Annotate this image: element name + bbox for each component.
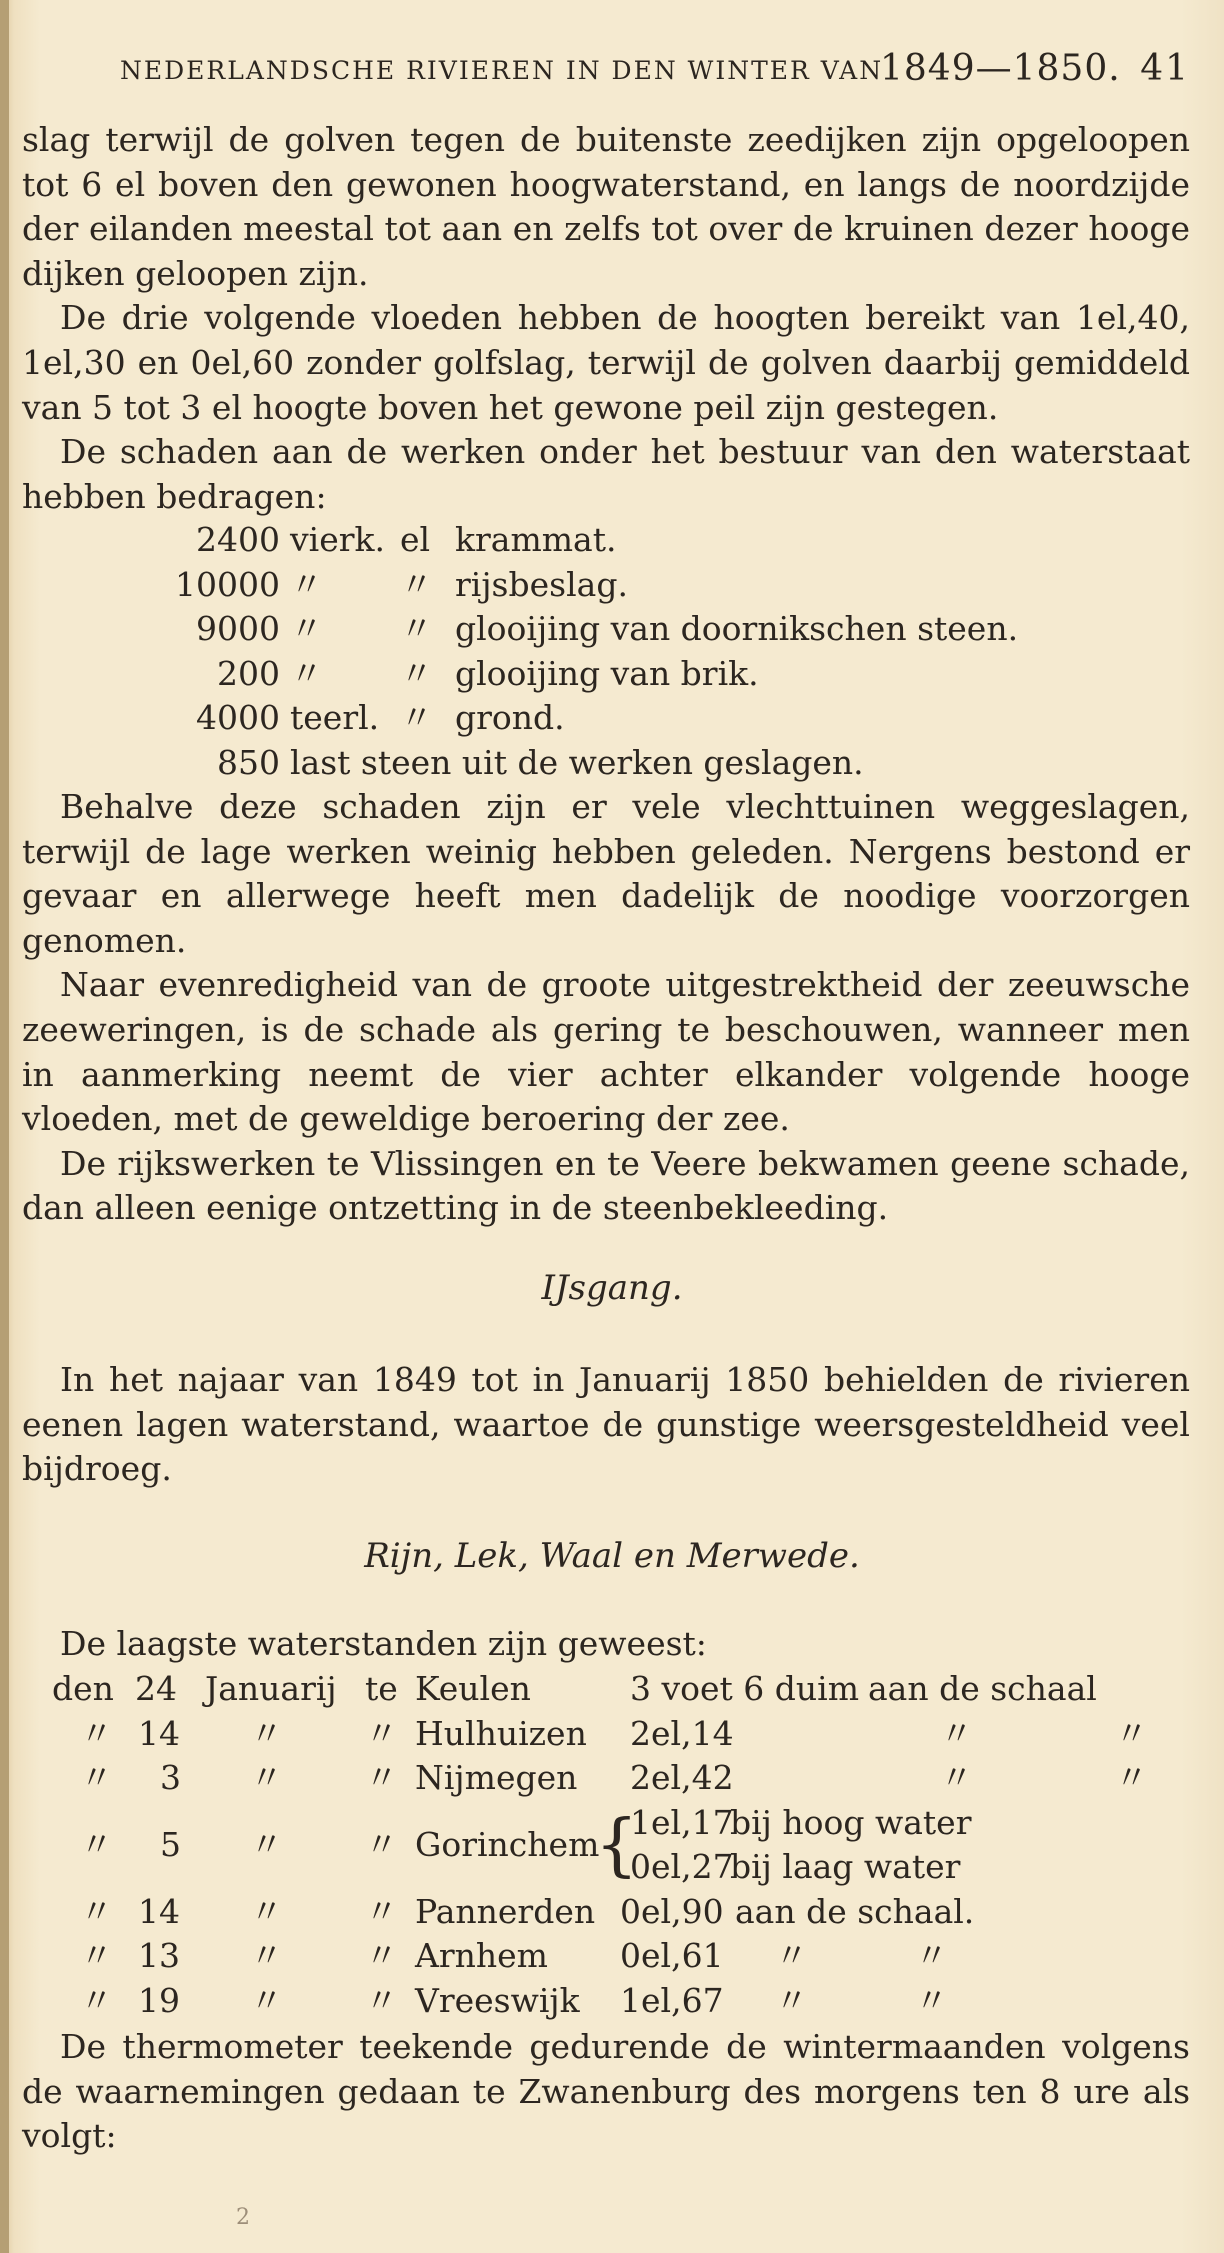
section-heading-rivers: Rijn, Lek, Waal en Merwede. [364,1536,860,1576]
book-page: NEDERLANDSCHE RIVIEREN IN DEN WINTER VAN 1849—1850. 41 slag terwijl de golven tegen de buitenste zeedijken zijn opgeloopen tot 6 el boven den gewonen hoogwaterstand, en langs de noordzijde der eilanden meestal tot aan en zelfs tot over de kruinen dezer hooge dijken geloopen zijn. De drie volgende vloeden hebben de hoogten bereikt van 1el,40, 1el,30 en 0el,60 zonder golfslag, terwijl de golven daarbij gemiddeld van 5 tot 3 el hoogte boven het gewone peil zijn gestegen. De schaden aan de werken onder het bestuur van den waterstaat hebben bedragen: 2400 vierk. el krammat. 10000 〃 〃 rijsbeslag. 9000 〃 〃 glooijing van doornikschen steen. 200 〃 〃 glooijing van brik. 4000 teerl. 〃 grond. 850 last steen uit de werken geslagen. Behalve deze schaden zijn er vele vlechttuinen weggeslagen, terwijl de lage werken weinig hebben geleden. Nergens bestond er gevaar en allerwege heeft men dadelijk de noodige voorzorgen genomen. Naar evenredigheid van de groote uitgestrektheid der zeeuwsche zeeweringen, is de schade als gering te beschouwen, wanneer men in aanmerking neemt de vier achter elkander volgende hooge vloeden, met de geweldige beroering der zee. De rijkswerken te Vlissingen en te Veere bekwamen geene schade, dan alleen eenige ontzetting in de steenbekleeding. IJsgang. In het najaar van 1849 tot in Januarij 1850 behielden de rivieren eenen lagen waterstand, waartoe de gunstige weersgesteldheid veel bijdroeg. Rijn, Lek, Waal en Merwede. De laagste waterstanden zijn geweest: den 24 Januarij te Keulen 3 voet 6 duim aan de schaal 〃 14 〃 〃 Hulhuizen 2el,14 〃 〃 〃 3 〃 〃 Nijmegen 2el,42 〃 〃 〃 5 〃 〃 Gorinchem { 1el,17 bij hoog water 0el,27 bij laag water 〃 14 〃 〃 Pannerden 0el,90 aan de schaal. 〃 13 〃 〃 Arnhem 0el,61 〃 〃 〃 19 〃 〃 Vreeswijk 1el,67 〃 〃 De thermometer teekende gedurende de wintermaanden volgens de waarnemingen gedaan te Zwanenburg des morgens ten 8 ure als volgt: 2 [0,0,1224,2253]
brace: { [595,1805,639,1885]
paragraph-1: slag terwijl de golven tegen de buitenste zeedijken zijn opgeloopen tot 6 el boven den gewonen hoogwaterstand, en langs de noordzijde der eilanden meestal tot aan en zelfs tot over de kruinen dezer hooge dijken geloopen zijn. [22,120,1190,293]
body-ijsgang [22,1358,1190,1492]
footer-mark: 2 [236,2205,250,2230]
paragraph-9: De thermometer teekende gedurende de wintermaanden volgens de waarnemingen gedaan te Zwanenburg des morgens ten 8 ure als volgt: [22,2027,1190,2156]
body-middle [22,785,1190,1231]
paragraph-2: De drie volgende vloeden hebben de hoogten bereikt van 1el,40, 1el,30 en 0el,60 zonder golfslag, terwijl de golven daarbij gemiddeld van 5 tot 3 el hoogte boven het gewone peil zijn gestegen. [22,298,1190,427]
body-bottom [22,2025,1190,2159]
body-top [22,118,1190,519]
paragraph-8: De laagste waterstanden zijn geweest: [60,1624,707,1663]
paragraph-4: Behalve deze schaden zijn er vele vlechttuinen weggeslagen, terwijl de lage werken weinig hebben geleden. Nergens bestond er gevaar en allerwege heeft men dadelijk de noodige voorzorgen genomen. [22,787,1190,960]
paragraph-6: De rijkswerken te Vlissingen en te Veere bekwamen geene schade, dan alleen eenige ontzetting in de steenbekleeding. [22,1143,1190,1228]
running-header [80,48,1190,92]
paragraph-5: Naar evenredigheid van de groote uitgestrektheid der zeeuwsche zeeweringen, is de schade als gering te beschouwen, wanneer men in aanmerking neemt de vier achter elkander volgende hooge vloeden, met de geweldige beroering der zee. [22,965,1190,1139]
page-spine [0,0,9,2253]
page-number: 41 [1140,48,1190,89]
body-levels-intro [22,1622,1190,1667]
section-heading-ijsgang: IJsgang. [541,1268,683,1308]
header-title: NEDERLANDSCHE RIVIEREN IN DEN WINTER VAN [120,56,884,85]
paragraph-3: De schaden aan de werken onder het bestuur van den waterstaat hebben bedragen: [22,432,1190,516]
paragraph-7: In het najaar van 1849 tot in Januarij 1850 behielden de rivieren eenen lagen waterstand, waartoe de gunstige weersgesteldheid veel bijdroeg. [22,1360,1190,1489]
header-years: 1849—1850. [880,48,1121,89]
